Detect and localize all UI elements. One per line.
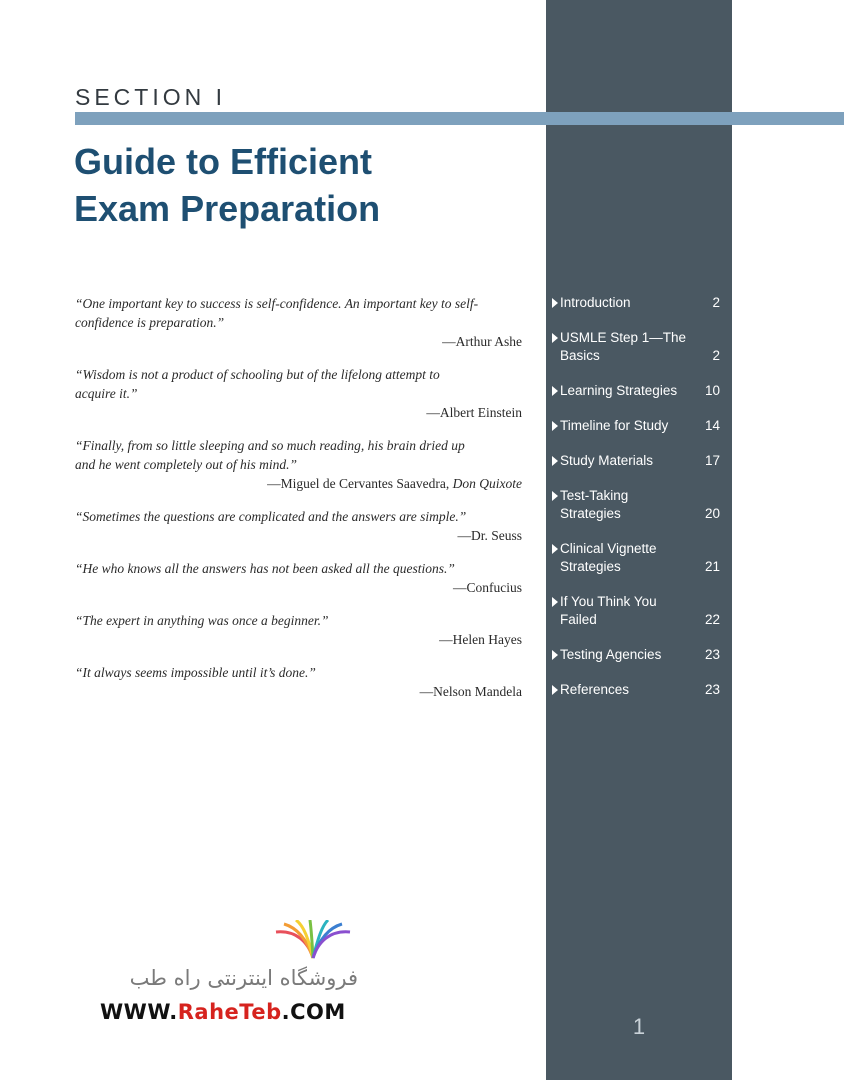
triangle-right-icon xyxy=(552,421,558,431)
watermark-logo xyxy=(100,920,370,1030)
quote xyxy=(75,663,522,701)
work-title: Don Quixote xyxy=(452,476,522,491)
quote-author xyxy=(75,630,522,649)
triangle-right-icon xyxy=(552,491,558,501)
quote-text xyxy=(75,663,522,682)
title-line: Exam Preparation xyxy=(74,188,381,229)
toc-item-testing-agencies[interactable] xyxy=(552,646,720,664)
section-rule xyxy=(75,112,844,125)
triangle-right-icon xyxy=(552,597,558,607)
toc-label: Clinical Vignette Strategies xyxy=(560,541,657,574)
toc-item-clinical-vignette[interactable] xyxy=(552,540,720,576)
toc-page-number: 2 xyxy=(712,295,720,310)
quote xyxy=(75,559,522,597)
quote xyxy=(75,436,522,493)
toc-label: Timeline for Study xyxy=(560,418,669,433)
quote-line: “The expert in anything was once a beginner.” xyxy=(75,613,329,628)
quote-author xyxy=(75,403,522,422)
author-name: —Albert Einstein xyxy=(426,405,522,420)
toc-item-study-materials[interactable] xyxy=(552,452,720,470)
triangle-right-icon xyxy=(552,544,558,554)
triangle-right-icon xyxy=(552,298,558,308)
author-name: —Confucius xyxy=(453,580,522,595)
title-line: Guide to Efficient xyxy=(74,141,373,182)
quote-line: and he went completely out of his mind.” xyxy=(75,457,297,472)
quote-text xyxy=(75,559,522,578)
toc-page-number: 2 xyxy=(712,348,720,363)
toc-label: Learning Strategies xyxy=(560,383,678,398)
quote-text xyxy=(75,611,522,630)
toc-item-introduction[interactable] xyxy=(552,294,720,312)
quote-author xyxy=(75,682,522,701)
quote-author xyxy=(75,332,522,351)
watermark-url xyxy=(100,1000,346,1024)
toc-item-if-you-failed[interactable] xyxy=(552,593,720,629)
quote xyxy=(75,294,522,351)
toc-page-number: 23 xyxy=(704,682,720,697)
section-label: SECTION I xyxy=(75,84,227,110)
quote-line: “It always seems impossible until it’s done.” xyxy=(75,665,316,680)
toc-page-number: 21 xyxy=(704,559,720,574)
toc-label: References xyxy=(560,682,630,697)
url-suffix: .COM xyxy=(281,1000,346,1024)
triangle-right-icon xyxy=(552,456,558,466)
quote-line: confidence is preparation.” xyxy=(75,315,225,330)
quote-author xyxy=(75,578,522,597)
quote-author xyxy=(75,526,522,545)
triangle-right-icon xyxy=(552,333,558,343)
quote-text xyxy=(75,436,522,474)
table-of-contents xyxy=(552,294,720,716)
author-name: —Dr. Seuss xyxy=(457,528,522,543)
toc-label: Test-Taking Strategies xyxy=(560,488,629,521)
toc-page-number: 14 xyxy=(704,418,720,433)
url-prefix: WWW. xyxy=(100,1000,178,1024)
quote-line: “Finally, from so little sleeping and so much reading, his brain dried up xyxy=(75,438,465,453)
page-title xyxy=(74,138,544,232)
triangle-right-icon xyxy=(552,650,558,660)
toc-page-number: 20 xyxy=(704,506,720,521)
quote-line: acquire it.” xyxy=(75,386,138,401)
toc-item-references[interactable] xyxy=(552,681,720,699)
toc-item-learning-strategies[interactable] xyxy=(552,382,720,400)
toc-label: Testing Agencies xyxy=(560,647,662,662)
toc-page-number: 22 xyxy=(704,612,720,627)
quote-line: “Wisdom is not a product of schooling but of the lifelong attempt to xyxy=(75,367,440,382)
quotes-list xyxy=(75,294,522,715)
quote xyxy=(75,611,522,649)
toc-label: USMLE Step 1—The Basics xyxy=(560,330,687,363)
quote-line: “Sometimes the questions are complicated and the answers are simple.” xyxy=(75,509,467,524)
author-name: —Miguel de Cervantes Saavedra, xyxy=(267,476,453,491)
quote xyxy=(75,507,522,545)
quote-text xyxy=(75,365,522,403)
quote-line: “He who knows all the answers has not been asked all the questions.” xyxy=(75,561,455,576)
toc-label: Introduction xyxy=(560,295,631,310)
toc-page-number: 23 xyxy=(704,647,720,662)
triangle-right-icon xyxy=(552,685,558,695)
quote-text xyxy=(75,294,522,332)
toc-item-test-taking[interactable] xyxy=(552,487,720,523)
watermark-persian-text: فروشگاه اینترنتی راه طب xyxy=(129,966,358,990)
url-brand: RaheTeb xyxy=(177,1000,282,1024)
author-name: —Helen Hayes xyxy=(439,632,522,647)
page-number: 1 xyxy=(632,1014,646,1039)
quote xyxy=(75,365,522,422)
quote-text xyxy=(75,507,522,526)
open-book-icon xyxy=(268,920,358,960)
toc-page-number: 10 xyxy=(704,383,720,398)
toc-label: If You Think You Failed xyxy=(560,594,657,627)
quote-line: “One important key to success is self-confidence. An important key to self- xyxy=(75,296,479,311)
toc-item-timeline[interactable] xyxy=(552,417,720,435)
toc-page-number: 17 xyxy=(704,453,720,468)
quote-author xyxy=(75,474,522,493)
triangle-right-icon xyxy=(552,386,558,396)
toc-item-usmle-basics[interactable] xyxy=(552,329,720,365)
author-name: —Nelson Mandela xyxy=(419,684,522,699)
toc-label: Study Materials xyxy=(560,453,654,468)
author-name: —Arthur Ashe xyxy=(442,334,522,349)
